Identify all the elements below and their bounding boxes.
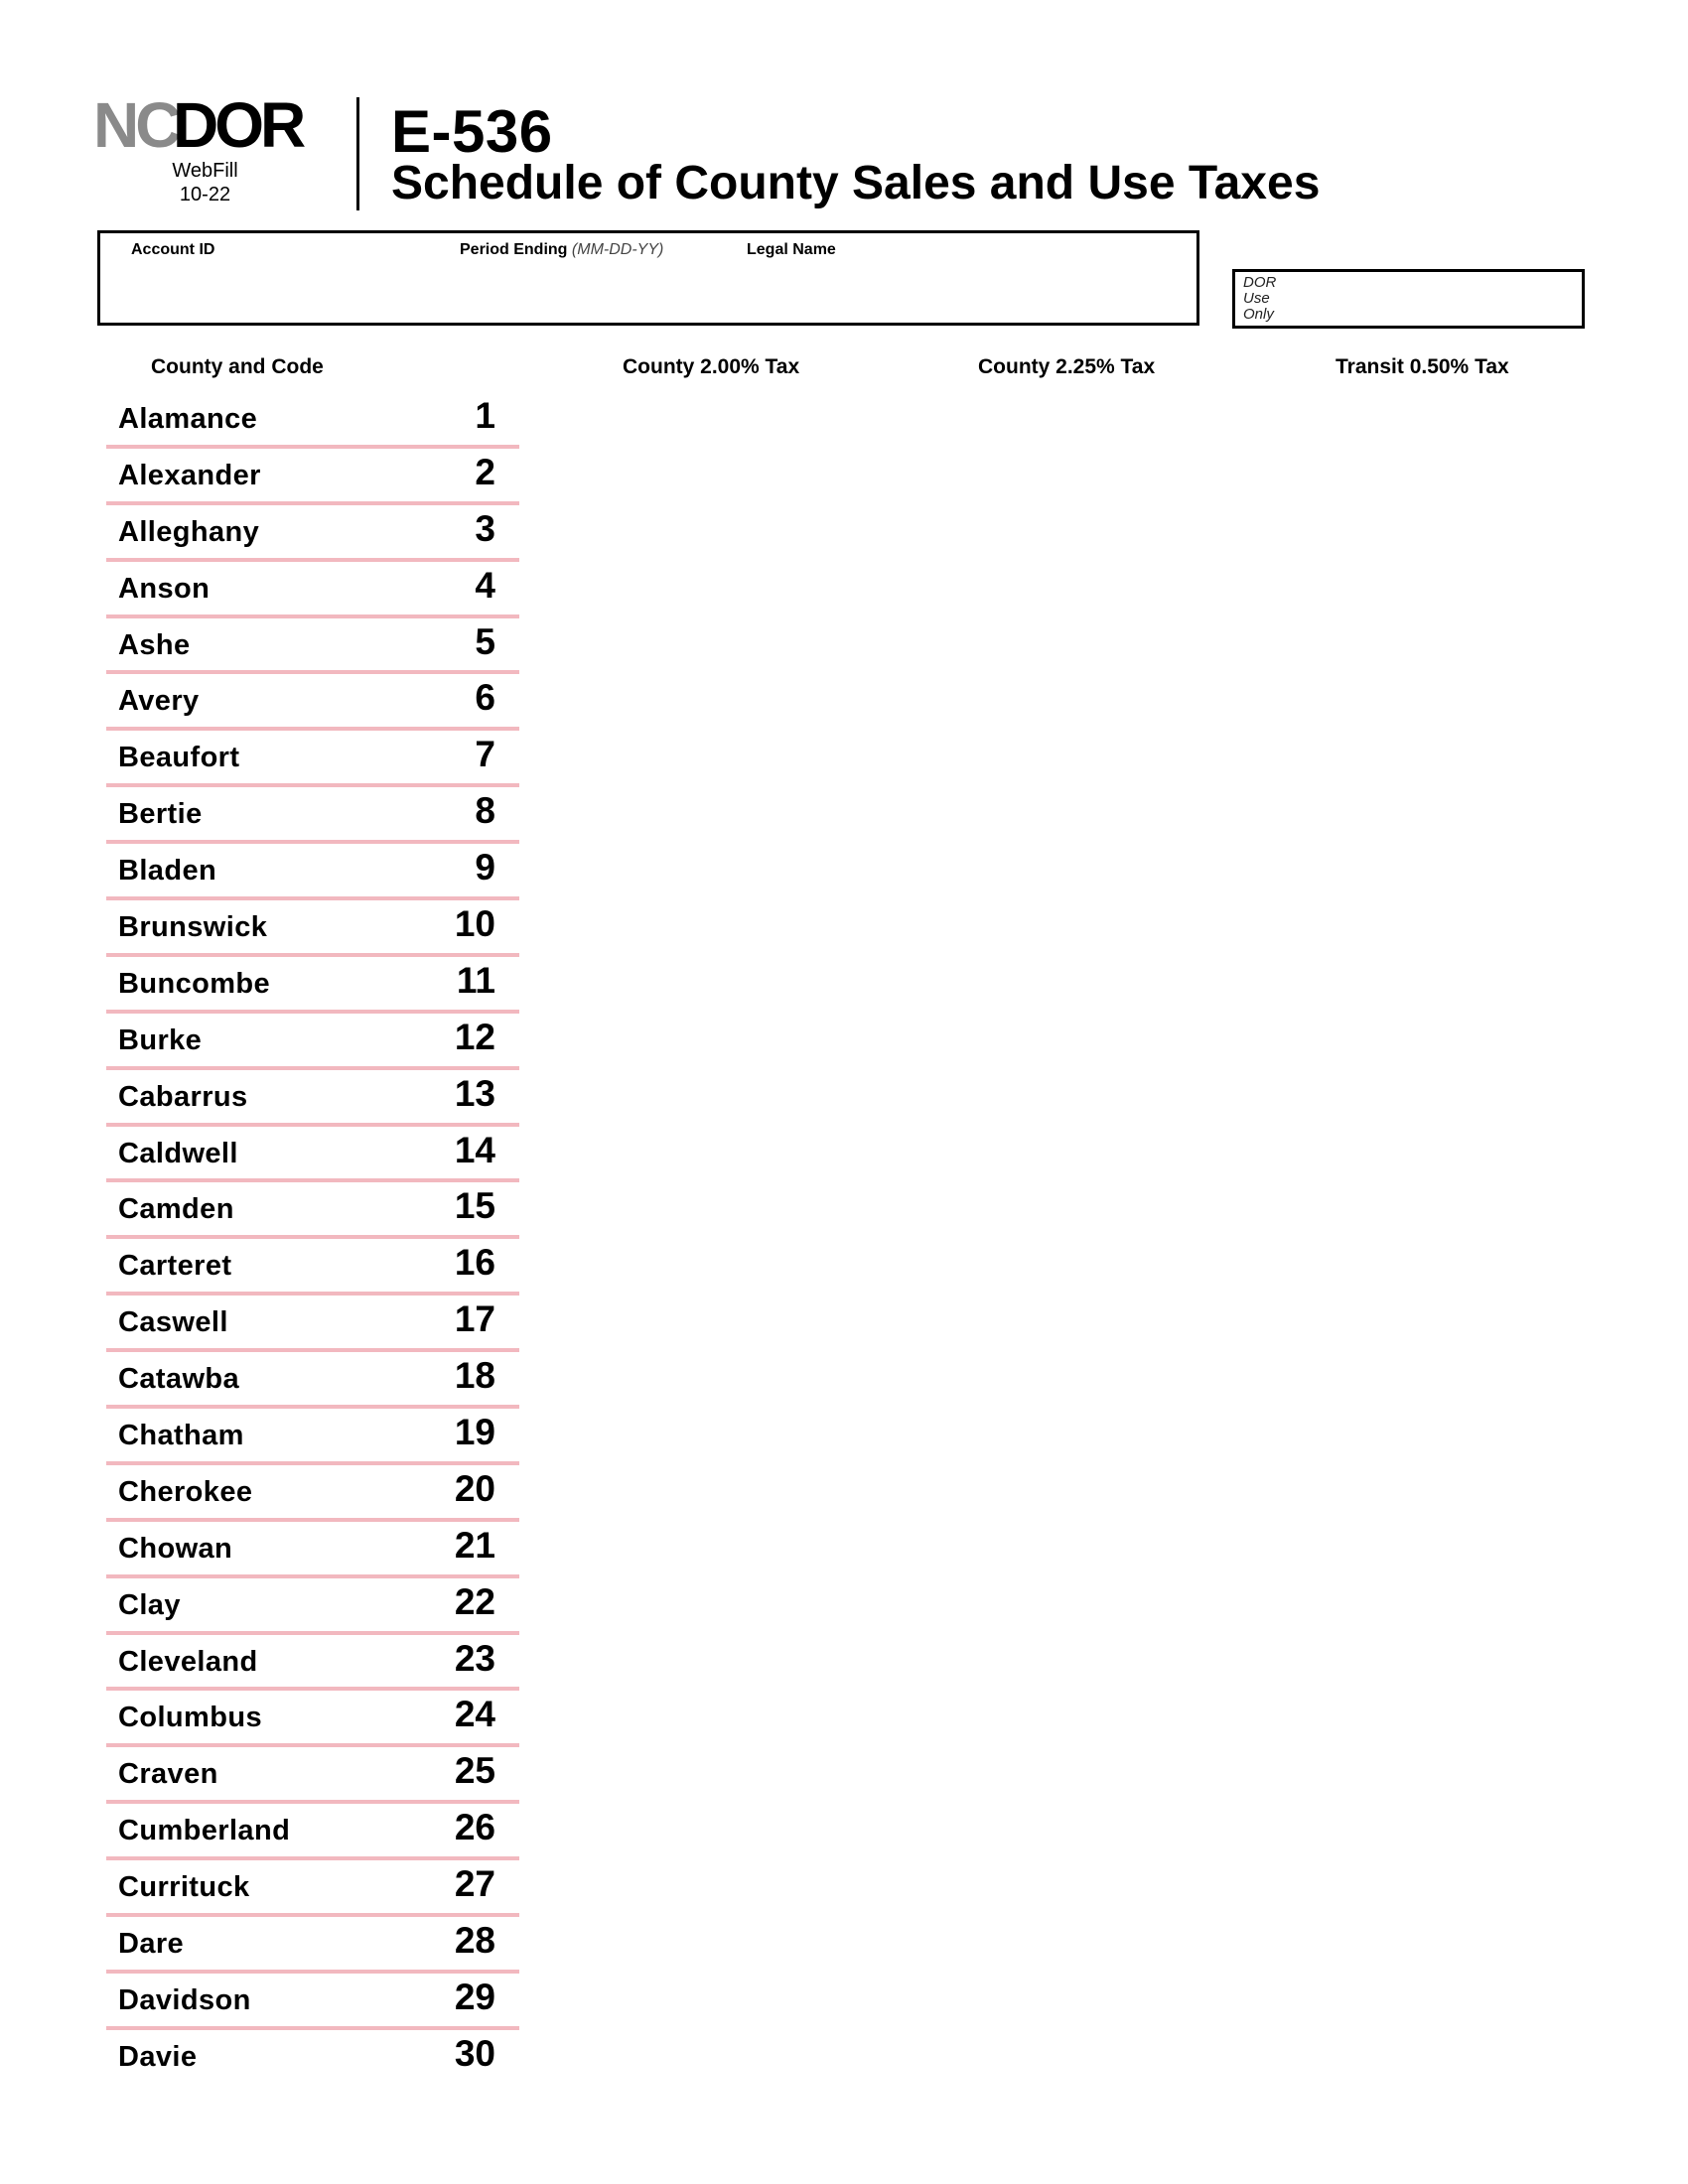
county-row <box>106 449 519 505</box>
county-code: 5 <box>475 620 495 662</box>
county-name: Ashe <box>118 628 191 661</box>
county-name: Columbus <box>118 1702 262 1734</box>
county-code: 3 <box>475 507 495 549</box>
county-row <box>106 1522 519 1578</box>
county-name: Davidson <box>118 1983 251 2016</box>
county-name: Currituck <box>118 1871 250 1904</box>
logo-subtitle-webfill: WebFill <box>172 160 238 182</box>
county-row <box>106 1127 519 1183</box>
county-name: Catawba <box>118 1363 240 1396</box>
county-name: Craven <box>118 1758 218 1791</box>
period-ending-field[interactable] <box>460 241 663 259</box>
header-divider <box>356 97 359 210</box>
county-row <box>106 1804 519 1860</box>
county-code: 13 <box>454 1072 495 1114</box>
county-row <box>106 1409 519 1465</box>
county-name: Davie <box>118 2040 198 2073</box>
county-name: Cumberland <box>118 1815 291 1847</box>
dor-use-only-line2: Use <box>1243 290 1270 307</box>
county-code: 8 <box>475 790 495 832</box>
column-header-transit-0-50: Transit 0.50% Tax <box>1336 355 1509 378</box>
county-row <box>106 1182 519 1239</box>
county-name: Bertie <box>118 798 203 831</box>
county-name: Burke <box>118 1024 203 1056</box>
county-name: Clay <box>118 1588 181 1621</box>
county-name: Dare <box>118 1928 185 1961</box>
county-row <box>106 618 519 675</box>
county-code: 24 <box>454 1694 495 1735</box>
legal-name-field[interactable] <box>747 241 836 259</box>
county-name: Bladen <box>118 855 217 887</box>
county-row <box>106 562 519 618</box>
county-name: Alamance <box>118 403 258 435</box>
county-code: 9 <box>475 847 495 888</box>
county-name: Anson <box>118 572 211 605</box>
county-row <box>106 1860 519 1917</box>
account-info-box <box>97 230 1199 326</box>
county-row <box>106 674 519 731</box>
account-id-label: Account ID <box>131 241 215 258</box>
county-name: Buncombe <box>118 967 271 1000</box>
county-code: 4 <box>475 564 495 606</box>
county-row <box>106 1691 519 1747</box>
county-code: 14 <box>454 1129 495 1170</box>
county-row <box>106 392 519 449</box>
county-row <box>106 2030 519 2087</box>
county-name: Cabarrus <box>118 1080 248 1113</box>
ncdor-wordmark <box>93 95 317 155</box>
dor-use-only-box <box>1232 269 1585 329</box>
county-code: 28 <box>454 1920 495 1962</box>
logo-subtitle-version: 10-22 <box>179 184 231 205</box>
county-name: Caswell <box>118 1306 228 1339</box>
county-code: 2 <box>475 451 495 492</box>
county-code: 12 <box>454 1016 495 1057</box>
county-code: 15 <box>454 1185 495 1227</box>
county-code: 10 <box>454 903 495 945</box>
county-code: 26 <box>454 1807 495 1848</box>
column-header-county-2-25: County 2.25% Tax <box>978 355 1156 378</box>
county-name: Cherokee <box>118 1475 253 1508</box>
logo-nc-text: NC <box>93 95 178 155</box>
county-list <box>106 392 519 2087</box>
form-number: E-536 <box>391 98 553 165</box>
county-code: 23 <box>454 1637 495 1679</box>
period-ending-format-hint: (MM-DD-YY) <box>571 241 664 258</box>
county-name: Alexander <box>118 459 261 491</box>
county-code: 21 <box>454 1524 495 1566</box>
county-row <box>106 1578 519 1635</box>
dor-use-only-line3: Only <box>1243 306 1274 323</box>
county-code: 17 <box>454 1298 495 1340</box>
county-row <box>106 957 519 1014</box>
county-row <box>106 1239 519 1296</box>
county-code: 1 <box>475 395 495 436</box>
column-header-county-2-00: County 2.00% Tax <box>623 355 800 378</box>
period-ending-label: Period Ending <box>460 241 568 258</box>
county-name: Alleghany <box>118 515 260 548</box>
county-code: 16 <box>454 1242 495 1284</box>
county-row <box>106 844 519 900</box>
county-name: Caldwell <box>118 1137 238 1169</box>
county-row <box>106 1296 519 1352</box>
form-title: Schedule of County Sales and Use Taxes <box>391 157 1321 209</box>
county-row <box>106 787 519 844</box>
column-header-county-code: County and Code <box>151 355 324 378</box>
county-name: Brunswick <box>118 911 268 944</box>
legal-name-label: Legal Name <box>747 241 836 258</box>
county-row <box>106 1465 519 1522</box>
county-name: Beaufort <box>118 742 240 774</box>
logo-dor-text: DOR <box>173 95 303 155</box>
county-code: 7 <box>475 734 495 775</box>
county-name: Avery <box>118 685 200 718</box>
county-code: 11 <box>456 959 495 1001</box>
county-code: 25 <box>454 1750 495 1792</box>
county-row <box>106 900 519 957</box>
county-code: 27 <box>454 1863 495 1905</box>
county-code: 22 <box>454 1580 495 1622</box>
county-name: Chatham <box>118 1420 244 1452</box>
county-code: 29 <box>454 1976 495 2017</box>
county-row <box>106 1747 519 1804</box>
county-code: 20 <box>454 1467 495 1509</box>
county-row <box>106 731 519 787</box>
county-row <box>106 1635 519 1692</box>
county-code: 6 <box>475 677 495 719</box>
county-row <box>106 1917 519 1974</box>
county-row <box>106 505 519 562</box>
county-row <box>106 1352 519 1409</box>
county-name: Cleveland <box>118 1645 258 1678</box>
county-name: Chowan <box>118 1532 233 1565</box>
county-name: Carteret <box>118 1250 232 1283</box>
county-row <box>106 1070 519 1127</box>
county-row <box>106 1014 519 1070</box>
county-name: Camden <box>118 1193 234 1226</box>
county-code: 18 <box>454 1355 495 1397</box>
dor-use-only-line1: DOR <box>1243 274 1277 291</box>
county-code: 30 <box>454 2032 495 2074</box>
county-code: 19 <box>454 1412 495 1453</box>
county-row <box>106 1974 519 2030</box>
account-id-field[interactable] <box>131 241 214 259</box>
